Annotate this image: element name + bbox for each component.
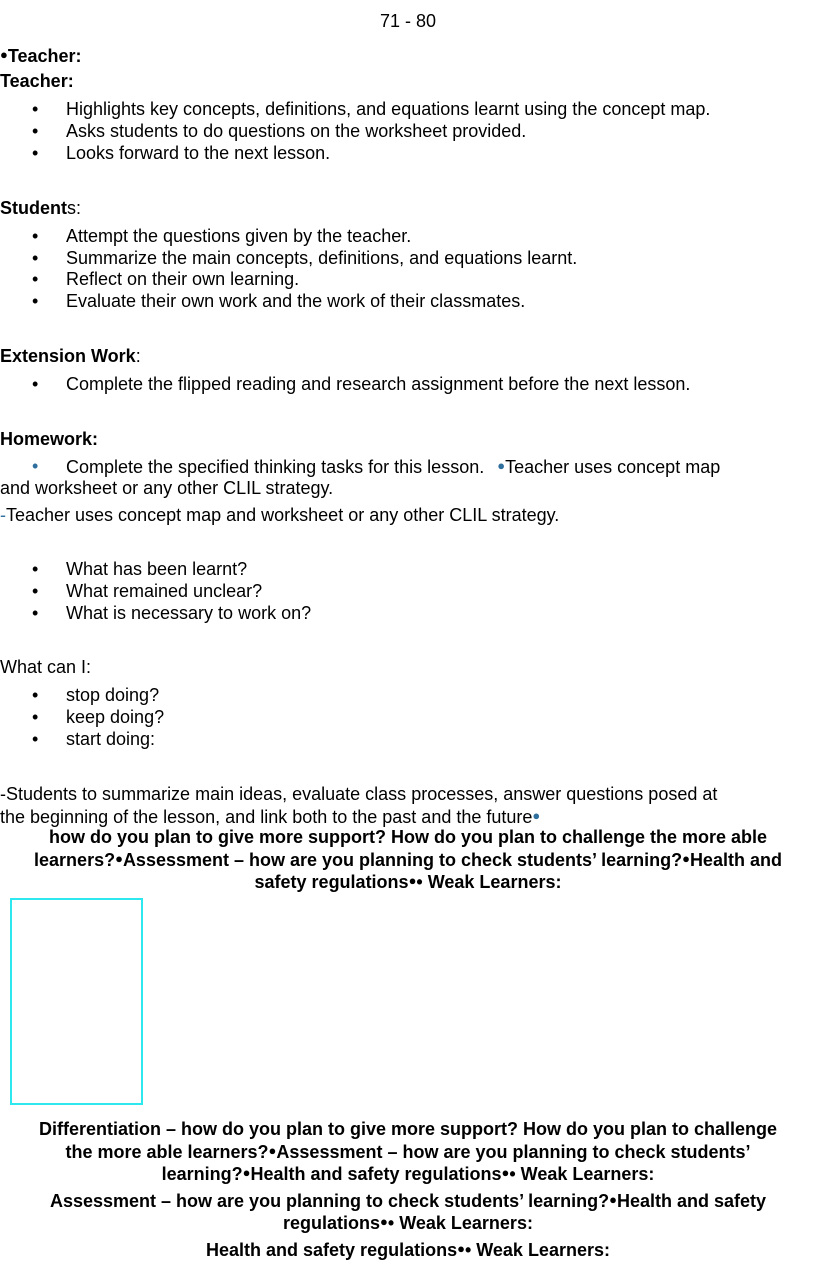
- bullet-icon: ●: [609, 1192, 617, 1207]
- bullet-icon: ●: [501, 1165, 510, 1180]
- bullet-icon: •: [32, 99, 39, 119]
- differentiation-line-3: learning?●Health and safety regulations●• Weak Learners:: [161, 1164, 655, 1184]
- bullet-icon: ●: [0, 47, 8, 62]
- assessment-line-2: regulations●• Weak Learners:: [283, 1213, 533, 1233]
- assessment-line-1: Assessment – how are you planning to check students’ learning?●Health and safety: [49, 1191, 767, 1211]
- differentiation-fragment-line-2: learners?●Assessment – how are you planning to check students’ learning?●Health and: [34, 850, 782, 870]
- summary-line-1: -Students to summarize main ideas, evaluate class processes, answer questions posed at: [0, 784, 718, 804]
- bullet-icon: ●: [457, 1241, 465, 1256]
- bullet-icon: •: [32, 581, 39, 601]
- page-number: 71 - 80: [379, 11, 437, 31]
- summary-line-2: the beginning of the lesson, and link both to the past and the future●: [0, 807, 541, 827]
- bullet-icon: ●: [408, 873, 417, 888]
- teacher-marker: ●Teacher:: [0, 46, 82, 66]
- bullet-icon: •: [32, 603, 39, 623]
- bullet-icon: ●: [242, 1165, 251, 1180]
- bullet-icon: •: [32, 143, 39, 163]
- bullet-icon: •: [32, 456, 39, 476]
- health-line-1: Health and safety regulations●• Weak Learners:: [206, 1240, 610, 1260]
- differentiation-line-2: the more able learners?●Assessment – how are you planning to check students’: [65, 1142, 751, 1162]
- bullet-icon: •: [32, 374, 39, 394]
- differentiation-line-1: Differentiation – how do you plan to give more support? How do you plan to challenge: [38, 1119, 778, 1139]
- bullet-icon: •: [32, 559, 39, 579]
- differentiation-fragment-line-3: safety regulations●• Weak Learners:: [254, 872, 562, 892]
- bullet-icon: ●: [380, 1214, 388, 1229]
- homework-heading: Homework:: [0, 429, 99, 449]
- empty-frame: [10, 898, 143, 1105]
- bullet-icon: •: [32, 291, 39, 311]
- bullet-icon: •: [32, 269, 39, 289]
- homework-continuation: and worksheet or any other CLIL strategy.: [0, 478, 334, 498]
- bullet-icon: •: [32, 707, 39, 727]
- bullet-icon: •: [32, 248, 39, 268]
- bullet-icon: ●: [268, 1143, 277, 1158]
- students-heading: Students:: [0, 198, 82, 218]
- bullet-icon: ●: [682, 851, 690, 866]
- extension-heading: Extension Work:: [0, 346, 141, 366]
- bullet-icon: •: [32, 685, 39, 705]
- bullet-icon: •: [32, 729, 39, 749]
- comment-marker-icon: ●: [497, 458, 506, 473]
- differentiation-fragment-line-1: how do you plan to give more support? How do you plan to challenge the more able: [48, 827, 768, 847]
- homework-repeat-line: -Teacher uses concept map and worksheet or any other CLIL strategy.: [0, 505, 560, 525]
- teacher-heading: Teacher:: [0, 71, 74, 91]
- comment-marker-icon: ●: [532, 808, 541, 823]
- what-can-i-heading: What can I:: [0, 657, 92, 677]
- bullet-icon: •: [32, 226, 39, 246]
- bullet-icon: ●: [115, 851, 123, 866]
- bullet-icon: •: [32, 121, 39, 141]
